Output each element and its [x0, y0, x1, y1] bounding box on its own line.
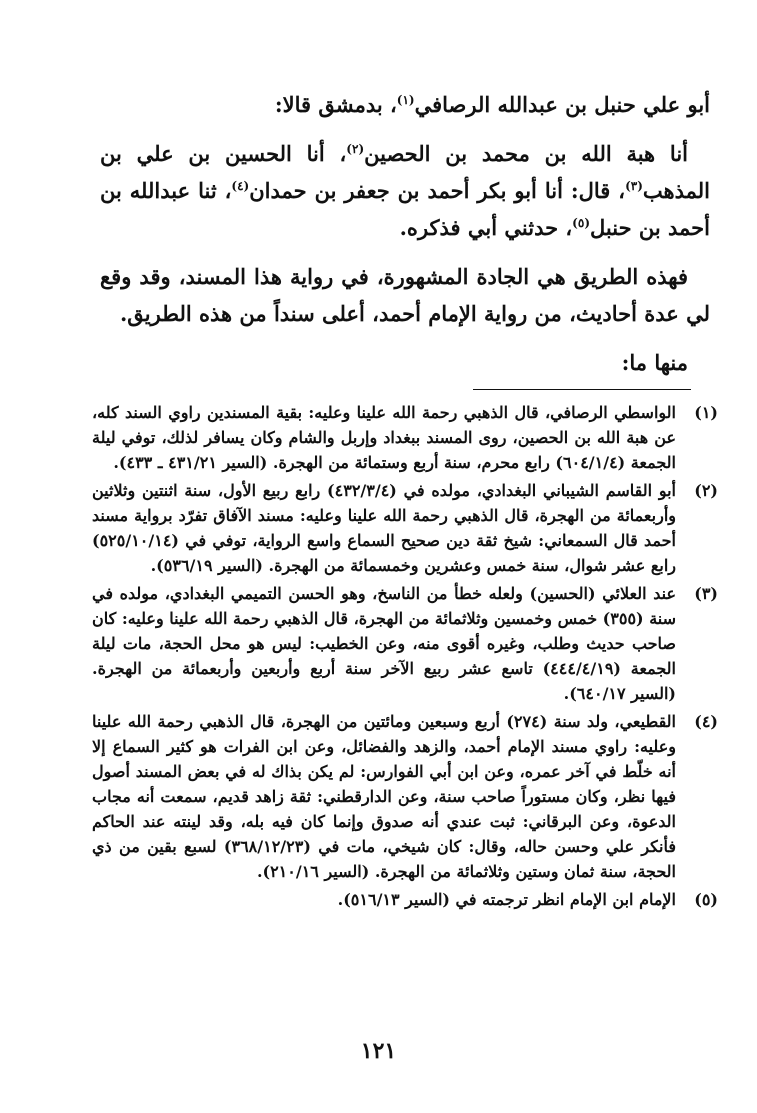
- footnote-text: الإمام ابن الإمام انظر ترجمته في (السير ٥١٦/١٣).: [337, 890, 676, 909]
- footnote-ref-4[interactable]: (٤): [231, 179, 250, 193]
- footnote-number: (٣): [694, 584, 718, 603]
- footnote-separator: [473, 389, 691, 390]
- footnote-number: (١): [694, 403, 718, 422]
- paragraph-2-text-b: ، أنا الحسين بن علي بن المذهب: [100, 141, 710, 203]
- footnote-item: [92, 478, 718, 578]
- footnote-number: (٥): [694, 890, 718, 909]
- paragraph-2-text-d: ، ثنا عبدالله بن أحمد بن حنبل: [100, 178, 710, 240]
- footnotes: [92, 400, 718, 915]
- paragraph-4: منها ما:: [621, 350, 688, 375]
- paragraph-2-text-a: أنا هبة الله بن محمد بن الحصين: [364, 141, 688, 166]
- paragraph-2-text-e: ، حدثني أبي فذكره.: [399, 215, 573, 240]
- footnote-ref-3[interactable]: (٣): [625, 179, 643, 193]
- paragraph-2: [100, 135, 710, 246]
- footnote-item: [92, 400, 718, 475]
- page-number: ١٢١: [360, 1038, 397, 1064]
- footnote-item: [92, 581, 718, 706]
- main-text: [100, 86, 710, 393]
- footnote-item: [92, 887, 718, 912]
- footnote-ref-1[interactable]: (١): [396, 93, 415, 107]
- paragraph-2-text-c: ، قال: أنا أبو بكر أحمد بن جعفر بن حمدان: [249, 178, 626, 203]
- paragraph-3: فهذه الطريق هي الجادة المشهورة، في رواية هذا المسند، وقد وقع لي عدة أحاديث، من رواية الإمام أحمد، أعلى سنداً من هذه الطريق.: [100, 264, 710, 326]
- paragraph-1: [100, 86, 710, 123]
- footnote-text: الواسطي الرصافي، قال الذهبي رحمة الله علينا وعليه: بقية المسندين راوي السند كله، عن هبة الله بن الحصين، روى المسند ببغداد وإربل والشام وكان يسافر لذلك، توفي ليلة الجمعة (٦٠٤/١/٤) رابع محرم، سنة أربع وستمائة من الهجرة. (السير ٤٣١/٢١ ـ ٤٣٣).: [92, 403, 676, 472]
- footnote-ref-5[interactable]: (٥): [572, 216, 590, 230]
- footnote-number: (٢): [694, 481, 718, 500]
- footnote-number: (٤): [694, 712, 718, 731]
- paragraph-1-text-a: أبو علي حنبل بن عبدالله الرصافي: [414, 92, 710, 117]
- footnote-text: أبو القاسم الشيباني البغدادي، مولده في (٤٣٢/٣/٤) رابع ربيع الأول، سنة اثنتين وثلاثين وأربعمائة من الهجرة، قال الذهبي رحمة الله علينا وعليه: مسند الآفاق تفرّد برواية مسند أحمد قال السمعاني: شيخ ثقة دين صحيح السماع واسع الرواية، توفي في (٥٢٥/١٠/١٤) رابع عشر شوال، سنة خمس وعشرين وخمسمائة من الهجرة. (السير ٥٣٦/١٩).: [92, 481, 676, 575]
- footnote-text: عند العلائي (الحسين) ولعله خطأ من الناسخ، وهو الحسن التميمي البغدادي، مولده في سنة (٣٥٥) خمس وخمسين وثلاثمائة من الهجرة، قال الذهبي رحمة الله علينا وعليه: كان صاحب حديث وطلب، وغيره أقوى منه، وعن الخطيب: ليس هو محل الحجة، مات ليلة الجمعة (٤٤٤/٤/١٩) تاسع عشر ربيع الآخر سنة أربع وأربعين وأربعمائة من الهجرة. (السير ٦٤٠/١٧).: [92, 584, 677, 703]
- footnote-item: [92, 709, 718, 884]
- footnote-ref-2[interactable]: (٢): [346, 142, 365, 156]
- paragraph-1-text-b: ، بدمشق قالا:: [274, 92, 397, 117]
- footnote-text: القطيعي، ولد سنة (٢٧٤) أربع وسبعين ومائتين من الهجرة، قال الذهبي رحمة الله علينا وعليه: راوي مسند الإمام أحمد، والزهد والفضائل، وعن ابن الفرات هو كثير السماع إلا أنه خلّط في آخر عمره، وعن ابن أبي الفوارس: لم يكن بذاك له في بعض المسند أصول فيها نظر، وكان مستوراً صاحب سنة، وعن الدارقطني: ثقة زاهد قديم، سمعت أنه مجاب الدعوة، وعن البرقاني: ثبت عندي أنه صدوق وإنما كان فيه بله، وقد لينته عند الحاكم فأنكر علي وحسن حاله، وقال: كان شيخي، مات في (٣٦٨/١٢/٢٣) لسبع بقين من ذي الحجة، سنة ثمان وستين وثلاثمائة من الهجرة. (السير ٢١٠/١٦).: [92, 712, 676, 881]
